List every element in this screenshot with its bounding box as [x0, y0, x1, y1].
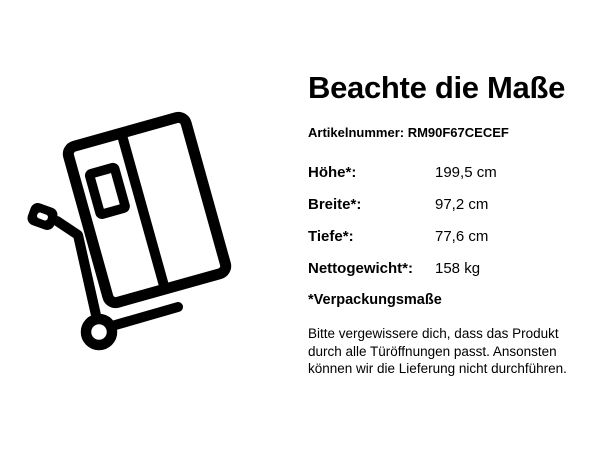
spec-value: 97,2 cm — [435, 195, 489, 213]
hand-truck-wheel — [86, 319, 112, 345]
spec-table — [308, 156, 584, 284]
hand-truck-handle — [25, 201, 59, 232]
spec-label: Breite*: — [308, 195, 362, 213]
hand-truck-toe-plate — [105, 307, 178, 328]
spec-label: Tiefe*: — [308, 227, 354, 245]
spec-value: 158 kg — [435, 259, 481, 277]
spec-row-depth — [308, 220, 584, 252]
spec-value: 77,6 cm — [435, 227, 489, 245]
delivery-notice-line: durch alle Türöffnungen passt. Ansonsten — [308, 343, 557, 359]
article-number: Artikelnummer: RM90F67CECEF — [308, 125, 509, 140]
delivery-notice-line: Bitte vergewissere dich, dass das Produkt — [308, 326, 559, 341]
packaging-footnote: *Verpackungsmaße — [308, 292, 442, 308]
fridge-hand-truck-icon — [10, 75, 290, 395]
spec-row-width — [308, 188, 584, 220]
spec-label: Nettogewicht*: — [308, 259, 413, 277]
spec-row-height — [308, 156, 584, 188]
spec-row-net-weight — [308, 252, 584, 284]
delivery-notice-line: können wir die Lieferung nicht durchführen. — [308, 361, 567, 376]
spec-label: Höhe*: — [308, 163, 357, 181]
delivery-notice — [308, 325, 584, 378]
spec-value: 199,5 cm — [435, 163, 497, 181]
page-title: Beachte die Maße — [308, 70, 566, 105]
